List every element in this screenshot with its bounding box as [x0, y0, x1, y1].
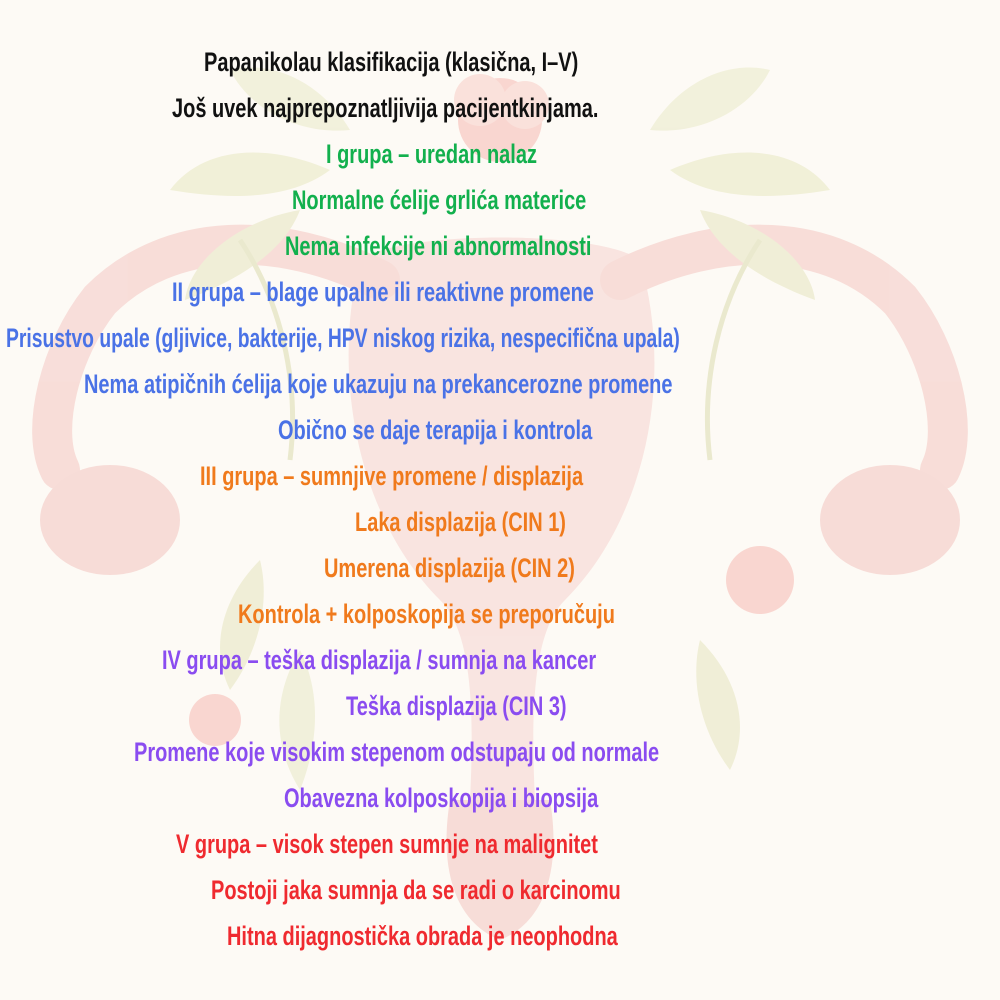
group-5-item: Hitna dijagnostička obrada je neophodna	[227, 921, 618, 951]
group-2-item: Nema atipičnih ćelija koje ukazuju na prekancerozne promene	[84, 369, 673, 399]
group-2-item: Obično se daje terapija i kontrola	[278, 415, 593, 445]
group-3-item: Umerena displazija (CIN 2)	[324, 553, 575, 583]
group-4-heading: IV grupa – teška displazija / sumnja na kancer	[162, 645, 597, 675]
group-4-item: Obavezna kolposkopija i biopsija	[284, 783, 599, 813]
group-3-heading: III grupa – sumnjive promene / displazija	[200, 461, 584, 491]
group-1-heading: I grupa – uredan nalaz	[326, 139, 537, 169]
group-3-item: Laka displazija (CIN 1)	[355, 507, 566, 537]
group-3-item: Kontrola + kolposkopija se preporučuju	[238, 599, 615, 629]
page-subtitle: Još uvek najprepoznatljivija pacijentkinjama.	[172, 93, 599, 123]
page-title: Papanikolau klasifikacija (klasična, I–V)	[204, 47, 579, 77]
group-5-item: Postoji jaka sumnja da se radi o karcinomu	[211, 875, 621, 905]
group-5-heading: V grupa – visok stepen sumnje na malignitet	[176, 829, 598, 859]
group-2-item: Prisustvo upale (gljivice, bakterije, HPV niskog rizika, nespecifična upala)	[6, 323, 680, 353]
group-4-item: Promene koje visokim stepenom odstupaju od normale	[134, 737, 660, 767]
group-1-item: Nema infekcije ni abnormalnosti	[285, 231, 592, 261]
group-1-item: Normalne ćelije grlića materice	[292, 185, 587, 215]
group-4-item: Teška displazija (CIN 3)	[346, 691, 567, 721]
group-2-heading: II grupa – blage upalne ili reaktivne promene	[172, 277, 594, 307]
